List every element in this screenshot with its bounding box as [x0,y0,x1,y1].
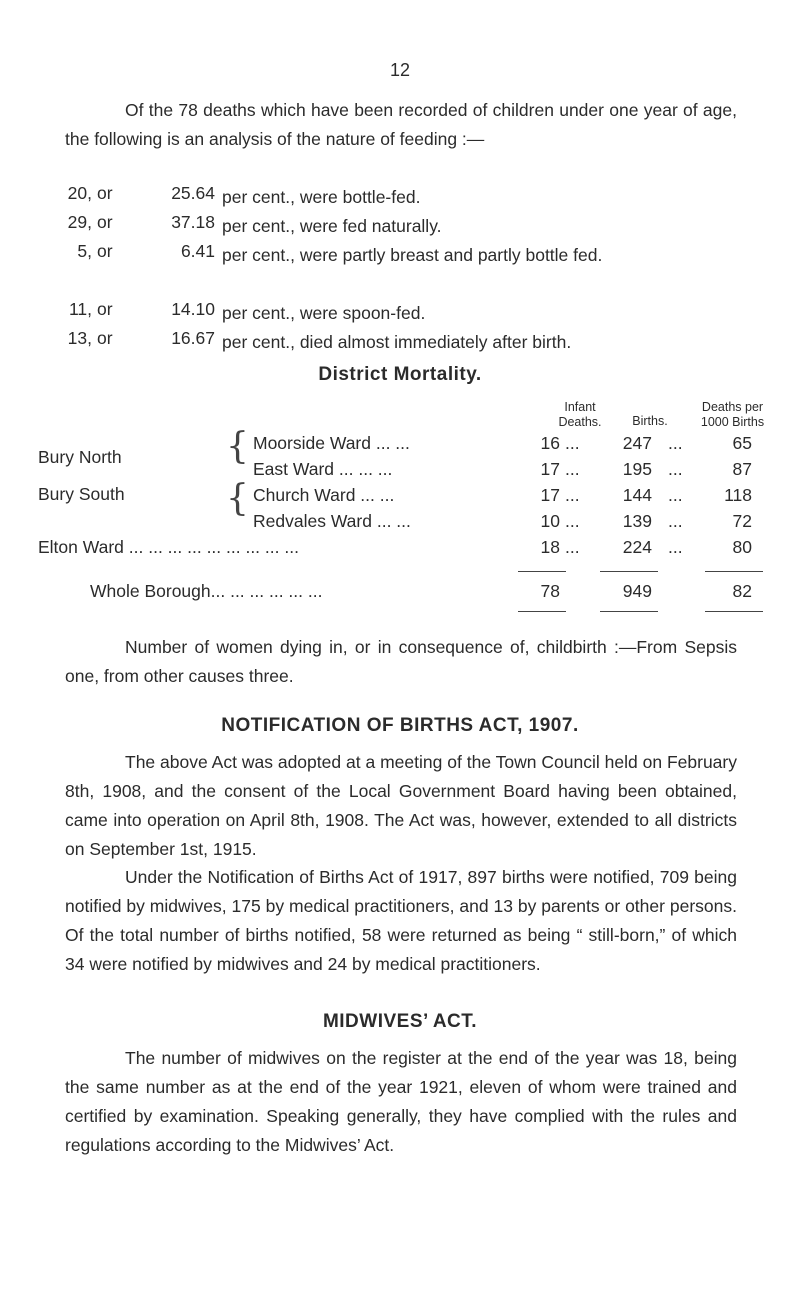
midwives-title: MIDWIVES’ ACT. [322,1011,478,1032]
notification-title: NOTIFICATION OF BIRTHS ACT, 1907. [221,715,579,736]
childbirth-paragraph: Number of women dying in, or in consequence of, childbirth :—From Sepsis one, from other causes three. [65,637,737,686]
col-births: Births. [632,414,668,428]
group-label-bury-north: Bury North [38,447,122,467]
table-row-total: Whole Borough... ... ... ... ... ... 78 949 82 [90,581,752,601]
table-row: Redvales Ward ... ... 10 ... 139 ... 72 [253,511,752,531]
brace-icon: { [226,426,249,467]
midwives-paragraph: The number of midwives on the register at the end of the year was 18, being the same number as at the end of the year 1921, eleven of whom were trained and certified by examination. Speaking generally, they have complied with the rules and regulations according to the Midwives’ Act. [65,1048,737,1155]
rule-divider [600,571,658,572]
table-row: Elton Ward ... ... ... ... ... ... ... ... ... 18 ... 224 ... 80 [38,537,752,557]
table-row: Moorside Ward ... ... 16 ... 247 ... 65 [253,433,752,453]
rule-divider [705,611,763,612]
intro-paragraph: Of the 78 deaths which have been recorded of children under one year of age, the following is an analysis of the nature of feeding :— [65,100,737,149]
table-row: East Ward ... ... ... 17 ... 195 ... 87 [253,459,752,479]
col-deaths-per-1000: Deaths per 1000 Births [700,400,765,429]
rule-divider [705,571,763,572]
table-row: Church Ward ... ... 17 ... 144 ... 118 [253,485,752,505]
rule-divider [518,571,566,572]
district-mortality-title: District Mortality. [318,364,482,385]
rule-divider [518,611,566,612]
group-label-bury-south: Bury South [38,484,125,504]
brace-icon: { [226,478,249,519]
notification-paragraph-1: The above Act was adopted at a meeting of the Town Council held on February 8th, 1908, and the consent of the Local Government Board having been obtained, came into operation on April 8th, 1908. The Act was, however, extended to all districts on September 1st, 1915. [65,752,737,859]
rule-divider [600,611,658,612]
page-number: 12 [389,60,411,80]
notification-paragraph-2: Under the Notification of Births Act of 1917, 897 births were notified, 709 being notified by midwives, 175 by medical practitioners, and 13 by parents or other persons. Of the total number of births notified, 58 were returned as being “ still-born,” of which 34 were notified by midwives and 24 by medical practitioners. [65,867,737,974]
col-infant-deaths: Infant Deaths. [558,400,602,429]
